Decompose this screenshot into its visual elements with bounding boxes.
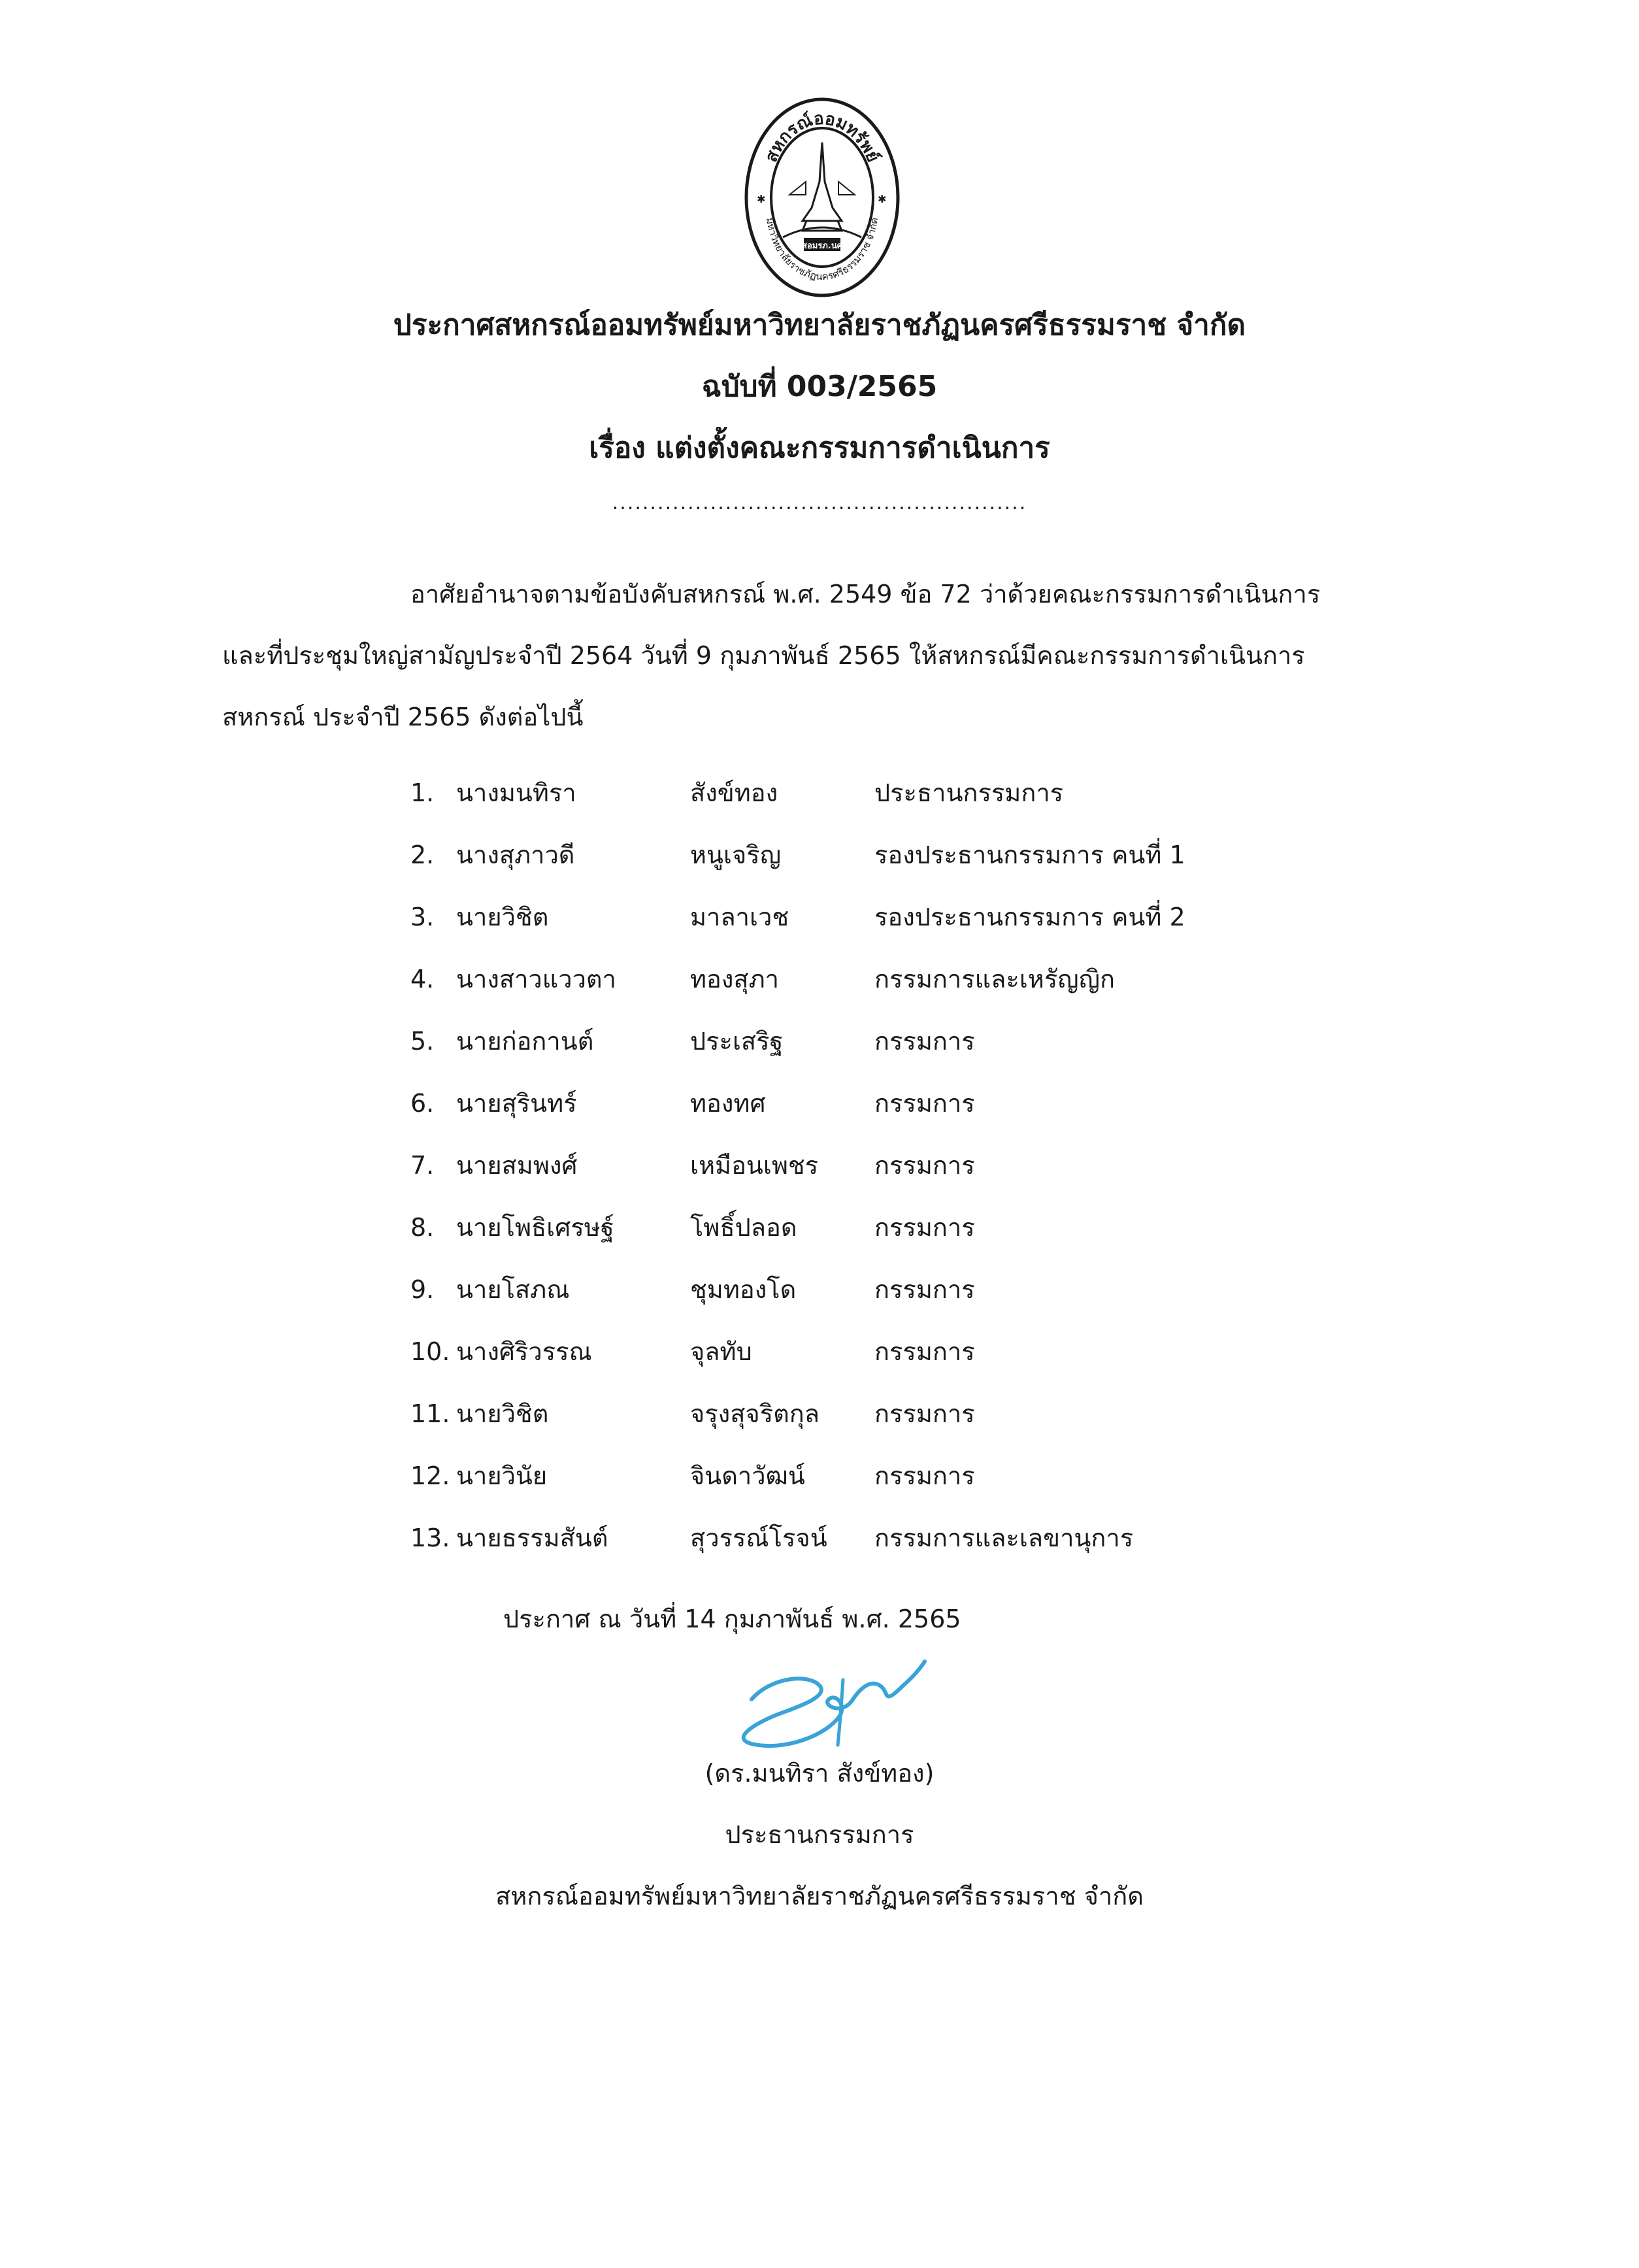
member-number: 12. — [410, 1461, 450, 1490]
member-last-name: จินดาวัฒน์ — [690, 1461, 805, 1490]
member-role: กรรมการ — [874, 1275, 975, 1304]
member-first-name: นางสุภาวดี — [456, 841, 575, 869]
member-number: 7. — [410, 1151, 435, 1180]
member-last-name: ชุมทองโด — [690, 1275, 797, 1304]
svg-text:✱: ✱ — [878, 193, 887, 205]
member-first-name: นายโสภณ — [456, 1275, 570, 1304]
member-last-name: เหมือนเพชร — [690, 1151, 819, 1180]
member-first-name: นายสมพงศ์ — [456, 1151, 578, 1180]
member-number: 11. — [410, 1399, 450, 1428]
member-number: 9. — [410, 1275, 435, 1304]
member-first-name: นายวิชิต — [456, 1399, 549, 1428]
member-number: 5. — [410, 1027, 435, 1056]
member-role: กรรมการ — [874, 1089, 975, 1118]
member-number: 8. — [410, 1213, 435, 1242]
member-role: กรรมการและเหรัญญิก — [874, 965, 1116, 993]
member-role: รองประธานกรรมการ คนที่ 1 — [874, 841, 1185, 869]
handwritten-signature — [712, 1654, 928, 1758]
member-role: กรรมการ — [874, 1337, 975, 1366]
member-number: 1. — [410, 778, 435, 807]
member-role: กรรมการ — [874, 1399, 975, 1428]
member-first-name: นายโพธิเศรษฐ์ — [456, 1213, 614, 1242]
member-role: กรรมการ — [874, 1151, 975, 1180]
announcement-number: ฉบับที่ 003/2565 — [701, 370, 938, 403]
member-number: 2. — [410, 841, 435, 869]
member-last-name: จรุงสุจริตกุล — [690, 1399, 820, 1428]
cooperative-seal-logo — [744, 97, 901, 298]
member-last-name: จุลทับ — [690, 1337, 752, 1366]
dotted-separator: ....................................................... — [612, 492, 1027, 514]
member-last-name: โพธิ์ปลอด — [690, 1213, 797, 1242]
svg-text:✱: ✱ — [757, 193, 766, 205]
member-last-name: ประเสริฐ — [690, 1027, 784, 1056]
member-number: 13. — [410, 1524, 450, 1552]
member-first-name: นายสุรินทร์ — [456, 1089, 577, 1118]
member-first-name: นายวิชิต — [456, 903, 549, 931]
member-first-name: นางมนทิรา — [456, 778, 576, 807]
signer-organization: สหกรณ์ออมทรัพย์มหาวิทยาลัยราชภัฏนครศรีธรรมราช จำกัด — [495, 1882, 1144, 1910]
announcement-title: ประกาศสหกรณ์ออมทรัพย์มหาวิทยาลัยราชภัฏนครศรีธรรมราช จำกัด — [393, 309, 1246, 342]
announcement-subject: เรื่อง แต่งตั้งคณะกรรมการดำเนินการ — [589, 431, 1050, 465]
member-last-name: ทองสุภา — [690, 965, 780, 993]
member-last-name: มาลาเวช — [690, 903, 789, 931]
body-line-1: อาศัยอำนาจตามข้อบังคับสหกรณ์ พ.ศ. 2549 ข้อ 72 ว่าด้วยคณะกรรมการดำเนินการ — [410, 580, 1321, 609]
member-last-name: สุวรรณ์โรจน์ — [690, 1524, 827, 1552]
member-role: ประธานกรรมการ — [874, 778, 1064, 807]
seal-bottom-text: มหาวิทยาลัยราชภัฏนครศรีธรรมราช จำกัด — [763, 216, 881, 283]
body-line-3: สหกรณ์ ประจำปี 2565 ดังต่อไปนี้ — [222, 703, 584, 731]
member-first-name: นายวินัย — [456, 1461, 548, 1490]
member-role: กรรมการและเลขานุการ — [874, 1524, 1134, 1552]
seal-center-text: สอมรภ.นศ — [802, 241, 842, 251]
member-first-name: นายธรรมสันต์ — [456, 1524, 608, 1552]
member-last-name: ทองทศ — [690, 1089, 766, 1118]
member-role: กรรมการ — [874, 1461, 975, 1490]
member-first-name: นางศิริวรรณ — [456, 1337, 592, 1366]
member-last-name: สังข์ทอง — [690, 778, 778, 807]
member-number: 10. — [410, 1337, 450, 1366]
signer-position: ประธานกรรมการ — [725, 1820, 914, 1849]
body-line-2: และที่ประชุมใหญ่สามัญประจำปี 2564 วันที่ 9 กุมภาพันธ์ 2565 ให้สหกรณ์มีคณะกรรมการดำเนินการ — [222, 641, 1305, 670]
announcement-date: ประกาศ ณ วันที่ 14 กุมภาพันธ์ พ.ศ. 2565 — [503, 1605, 961, 1633]
member-last-name: หนูเจริญ — [690, 841, 782, 869]
member-number: 3. — [410, 903, 435, 931]
signer-name: (ดร.มนทิรา สังข์ทอง) — [704, 1759, 935, 1788]
member-role: กรรมการ — [874, 1213, 975, 1242]
member-first-name: นายก่อกานต์ — [456, 1027, 594, 1056]
member-role: รองประธานกรรมการ คนที่ 2 — [874, 903, 1185, 931]
member-number: 6. — [410, 1089, 435, 1118]
member-first-name: นางสาวแววตา — [456, 965, 616, 993]
member-role: กรรมการ — [874, 1027, 975, 1056]
seal-top-text: สหกรณ์ออมทรัพย์ — [761, 108, 883, 165]
member-number: 4. — [410, 965, 435, 993]
